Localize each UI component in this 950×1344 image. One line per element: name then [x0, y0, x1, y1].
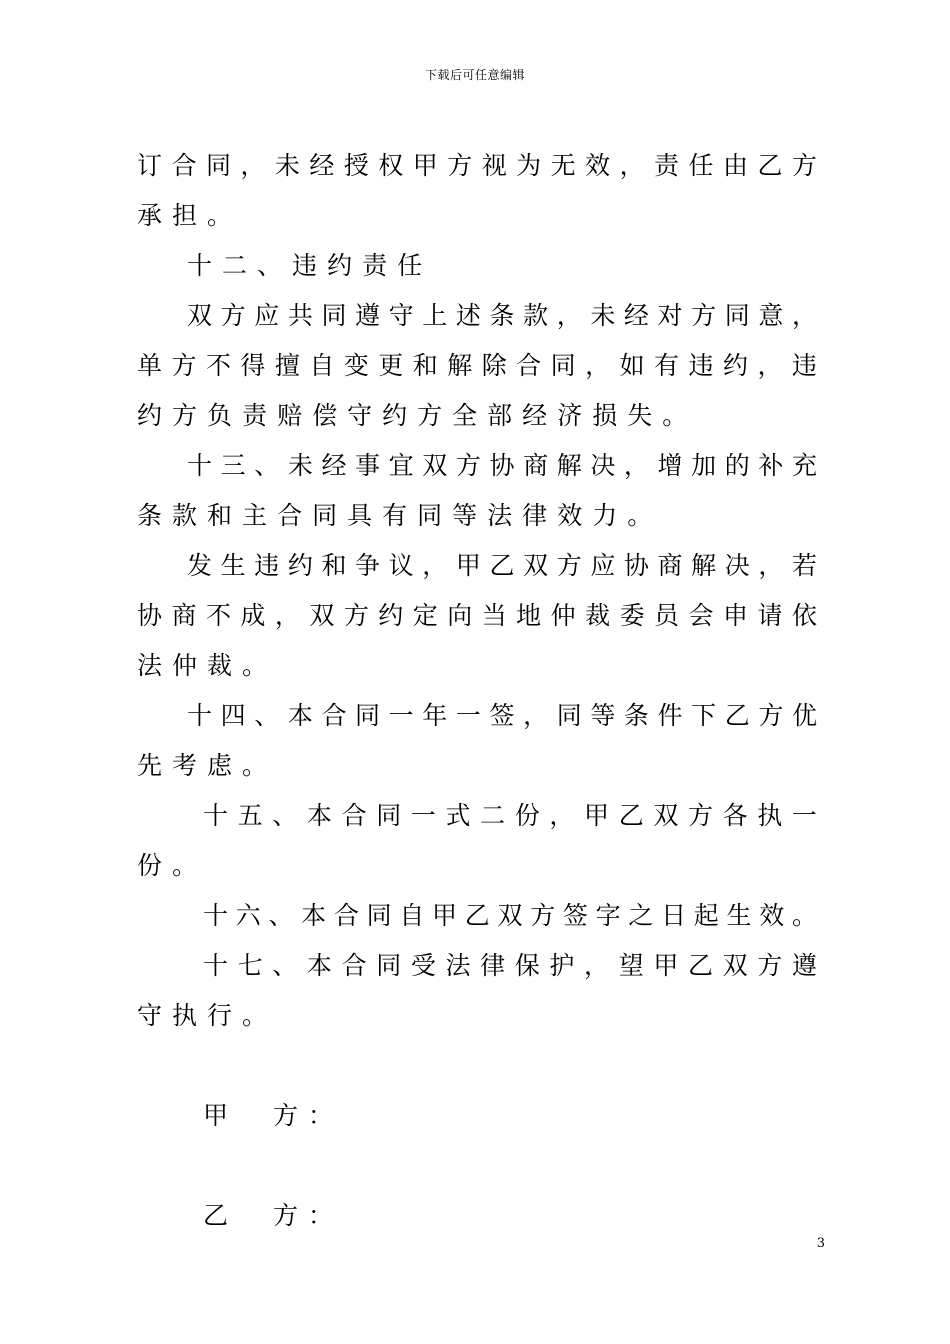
- text-line: 单 方 不 得 擅 自 变 更 和 解 除 合 同 ， 如 有 违 约 ， 违: [137, 351, 817, 380]
- text-line: 十 四 、 本 合 同 一 年 一 签 ， 同 等 条 件 下 乙 方 优: [187, 701, 817, 730]
- text-line: 甲 方：: [203, 1101, 344, 1130]
- text-line: 双 方 应 共 同 遵 守 上 述 条 款 ， 未 经 对 方 同 意 ，: [187, 301, 817, 330]
- page-number: 3: [816, 1236, 825, 1251]
- text-line: 法仲裁。: [137, 651, 278, 680]
- text-line: 十 三 、 未 经 事 宜 双 方 协 商 解 决 ， 增 加 的 补 充: [187, 451, 817, 480]
- blank-line: [137, 1041, 817, 1091]
- text-line: 约方负责赔偿守约方全部经济损失。: [137, 401, 698, 430]
- text-line: 发 生 违 约 和 争 议 ， 甲 乙 双 方 应 协 商 解 决 ， 若: [187, 551, 817, 580]
- text-line: 协 商 不 成 ， 双 方 约 定 向 当 地 仲 裁 委 员 会 申 请 依: [137, 601, 817, 630]
- text-line: 份。: [137, 851, 208, 880]
- text-line: 十二、违约责任: [187, 251, 433, 280]
- text-line: 先考虑。: [137, 751, 278, 780]
- document-body: [137, 141, 817, 1241]
- text-line: 承担。: [137, 201, 243, 230]
- text-line: 乙 方：: [203, 1201, 344, 1230]
- text-line: 十 五 、 本 合 同 一 式 二 份 ， 甲 乙 双 方 各 执 一: [203, 801, 817, 830]
- blank-line: [137, 1141, 817, 1191]
- text-line: 十 六 、 本 合 同 自 甲 乙 双 方 签 字 之 日 起 生 效 。: [203, 901, 817, 930]
- text-line: 十 七 、 本 合 同 受 法 律 保 护 ， 望 甲 乙 双 方 遵: [203, 951, 817, 980]
- text-line: 订 合 同 ， 未 经 授 权 甲 方 视 为 无 效 ， 责 任 由 乙 方: [137, 151, 817, 180]
- text-line: 条款和主合同具有同等法律效力。: [137, 501, 663, 530]
- text-line: 守执行。: [137, 1001, 278, 1030]
- page-header: 下载后可任意编辑: [424, 68, 525, 82]
